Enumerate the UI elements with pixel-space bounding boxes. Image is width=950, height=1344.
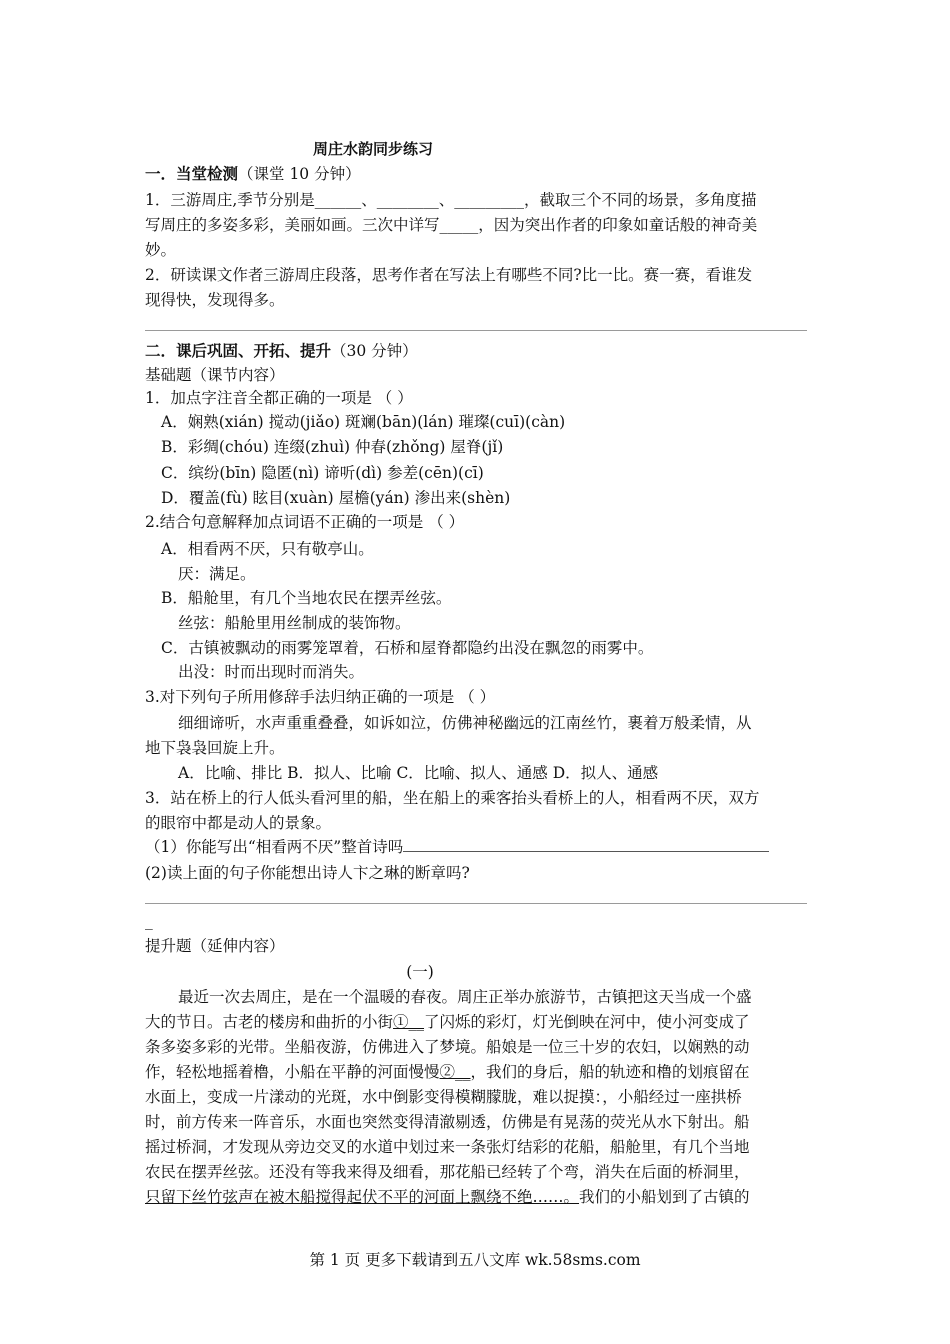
passage-line-7: 摇过桥洞，才发现从旁边交叉的水道中划过来一条张灯结彩的花船，船舱里，有几个当地: [145, 1138, 750, 1156]
option-2-2-c-explanation: 出没：时而出现时而消失。: [178, 663, 365, 681]
passage-line-3: 条多姿多彩的光带。坐船夜游，仿佛进入了梦境。船娘是一位三十岁的农妇，以娴熟的动: [145, 1038, 750, 1056]
underlined-sentence: 只留下丝竹弦声在被木船搅得起伏不平的河面上飘绕不绝……。: [145, 1188, 580, 1206]
question-1-2-line-2: 现得快，发现得多。: [145, 291, 285, 309]
question-1-1-line-3: 妙。: [145, 241, 177, 259]
option-2-1-b: B．彩绸(chóu) 连缀(zhuì) 仲春(zhǒng) 屋脊(jǐ): [161, 438, 504, 456]
advanced-label: 提升题（延伸内容）: [145, 937, 285, 955]
basic-label: 基础题（课节内容）: [145, 366, 285, 384]
section-2-title: 二．课后巩固、开拓、提升: [145, 341, 332, 360]
answer-line: [403, 851, 769, 852]
question-2-2: 2.结合句意解释加点词语不正确的一项是 （ ）: [145, 513, 465, 531]
section-1-time: （课堂 10 分钟）: [238, 165, 361, 183]
page-title: 周庄水韵同步练习: [312, 140, 433, 158]
section-2-heading: [145, 340, 807, 362]
option-2-1-a: A．娴熟(xián) 搅动(jiǎo) 斑斓(bān)(lán) 璀璨(cuī)(càn): [161, 413, 566, 431]
blank-2: ②__: [439, 1063, 471, 1081]
option-2-2-a-explanation: 厌：满足。: [178, 565, 256, 583]
question-2-1: 1．加点字注音全都正确的一项是 （ ）: [145, 389, 413, 407]
passage-line-6: 时，前方传来一阵音乐，水面也突然变得清澈剔透，仿佛是有晃荡的荧光从水下射出。船: [145, 1113, 750, 1131]
passage-line-1: 最近一次去周庄，是在一个温暖的春夜。周庄正举办旅游节，古镇把这天当成一个盛: [178, 988, 752, 1006]
question-1-1-line-1: 1．三游周庄,季节分别是______、________、_________，截取三个不同的场景，多角度描: [145, 191, 757, 209]
question-2-3-sentence-2: 地下袅袅回旋上升。: [145, 739, 285, 757]
question-2-4-2: (2)读上面的句子你能想出诗人卞之琳的断章吗?: [145, 864, 470, 882]
stray-mark: _: [145, 912, 153, 930]
question-2-3: 3.对下列句子所用修辞手法归纳正确的一项是 （ ）: [145, 688, 496, 706]
passage-line-9: 只留下丝竹弦声在被木船搅得起伏不平的河面上飘绕不绝……。我们的小船划到了古镇的: [145, 1188, 750, 1206]
page-footer: 第 1 页 更多下载请到五八文库 wk.58sms.com: [309, 1251, 641, 1269]
blank-1: ①__: [393, 1013, 425, 1031]
question-2-4-1-text: （1）你能写出“相看两不厌”整首诗吗: [145, 838, 404, 856]
passage-line-4: 作，轻松地摇着橹，小船在平静的河面慢慢②__，我们的身后，船的轨迹和橹的划痕留在: [145, 1063, 750, 1081]
passage-line-8: 农民在摆弄丝弦。还没有等我来得及细看，那花船已经转了个弯，消失在后面的桥洞里，: [145, 1163, 750, 1181]
question-2-3-options: A．比喻、排比 B．拟人、比喻 C．比喻、拟人、通感 D．拟人、通感: [178, 764, 659, 782]
question-1-2-line-1: 2．研读课文作者三游周庄段落，思考作者在写法上有哪些不同?比一比。赛一赛，看谁发: [145, 266, 753, 284]
option-2-2-a: A．相看两不厌，只有敬亭山。: [161, 540, 374, 558]
option-2-2-b: B．船舱里，有几个当地农民在摆弄丝弦。: [161, 589, 452, 607]
section-1-title: 一．当堂检测: [145, 164, 239, 183]
passage-line-2: 大的节日。古老的楼房和曲折的小街①__了闪烁的彩灯，灯光倒映在河中，使小河变成了: [145, 1013, 750, 1031]
section-1-heading: [145, 163, 807, 185]
section-2-time: （30 分钟）: [331, 342, 418, 360]
option-2-2-b-explanation: 丝弦：船舱里用丝制成的装饰物。: [178, 614, 411, 632]
passage-number: (一): [406, 963, 434, 981]
question-1-1-line-2: 写周庄的多姿多彩，美丽如画。三次中详写_____，因为突出作者的印象如童话般的神奇美: [145, 216, 758, 234]
option-2-1-c: C．缤纷(bīn) 隐匿(nì) 谛听(dì) 参差(cēn)(cī): [161, 464, 484, 482]
section-divider: [145, 330, 807, 331]
question-2-3-sentence-1: 细细谛听，水声重重叠叠，如诉如泣，仿佛神秘幽远的江南丝竹，裹着万般柔情，从: [178, 714, 752, 732]
passage-line-5: 水面上，变成一片漾动的光斑，水中倒影变得模糊朦胧，难以捉摸：，小船经过一座拱桥: [145, 1088, 742, 1106]
option-2-1-d: D．覆盖(fù) 眩目(xuàn) 屋檐(yán) 渗出来(shèn): [161, 489, 511, 507]
question-2-4-line-1: 3．站在桥上的行人低头看河里的船，坐在船上的乘客抬头看桥上的人，相看两不厌，双方: [145, 789, 760, 807]
question-2-4-line-2: 的眼帘中都是动人的景象。: [145, 814, 332, 832]
answer-rule: [145, 903, 807, 904]
question-2-4-1: [145, 836, 807, 858]
option-2-2-c: C．古镇被飘动的雨雾笼罩着，石桥和屋脊都隐约出没在飘忽的雨雾中。: [161, 639, 654, 657]
